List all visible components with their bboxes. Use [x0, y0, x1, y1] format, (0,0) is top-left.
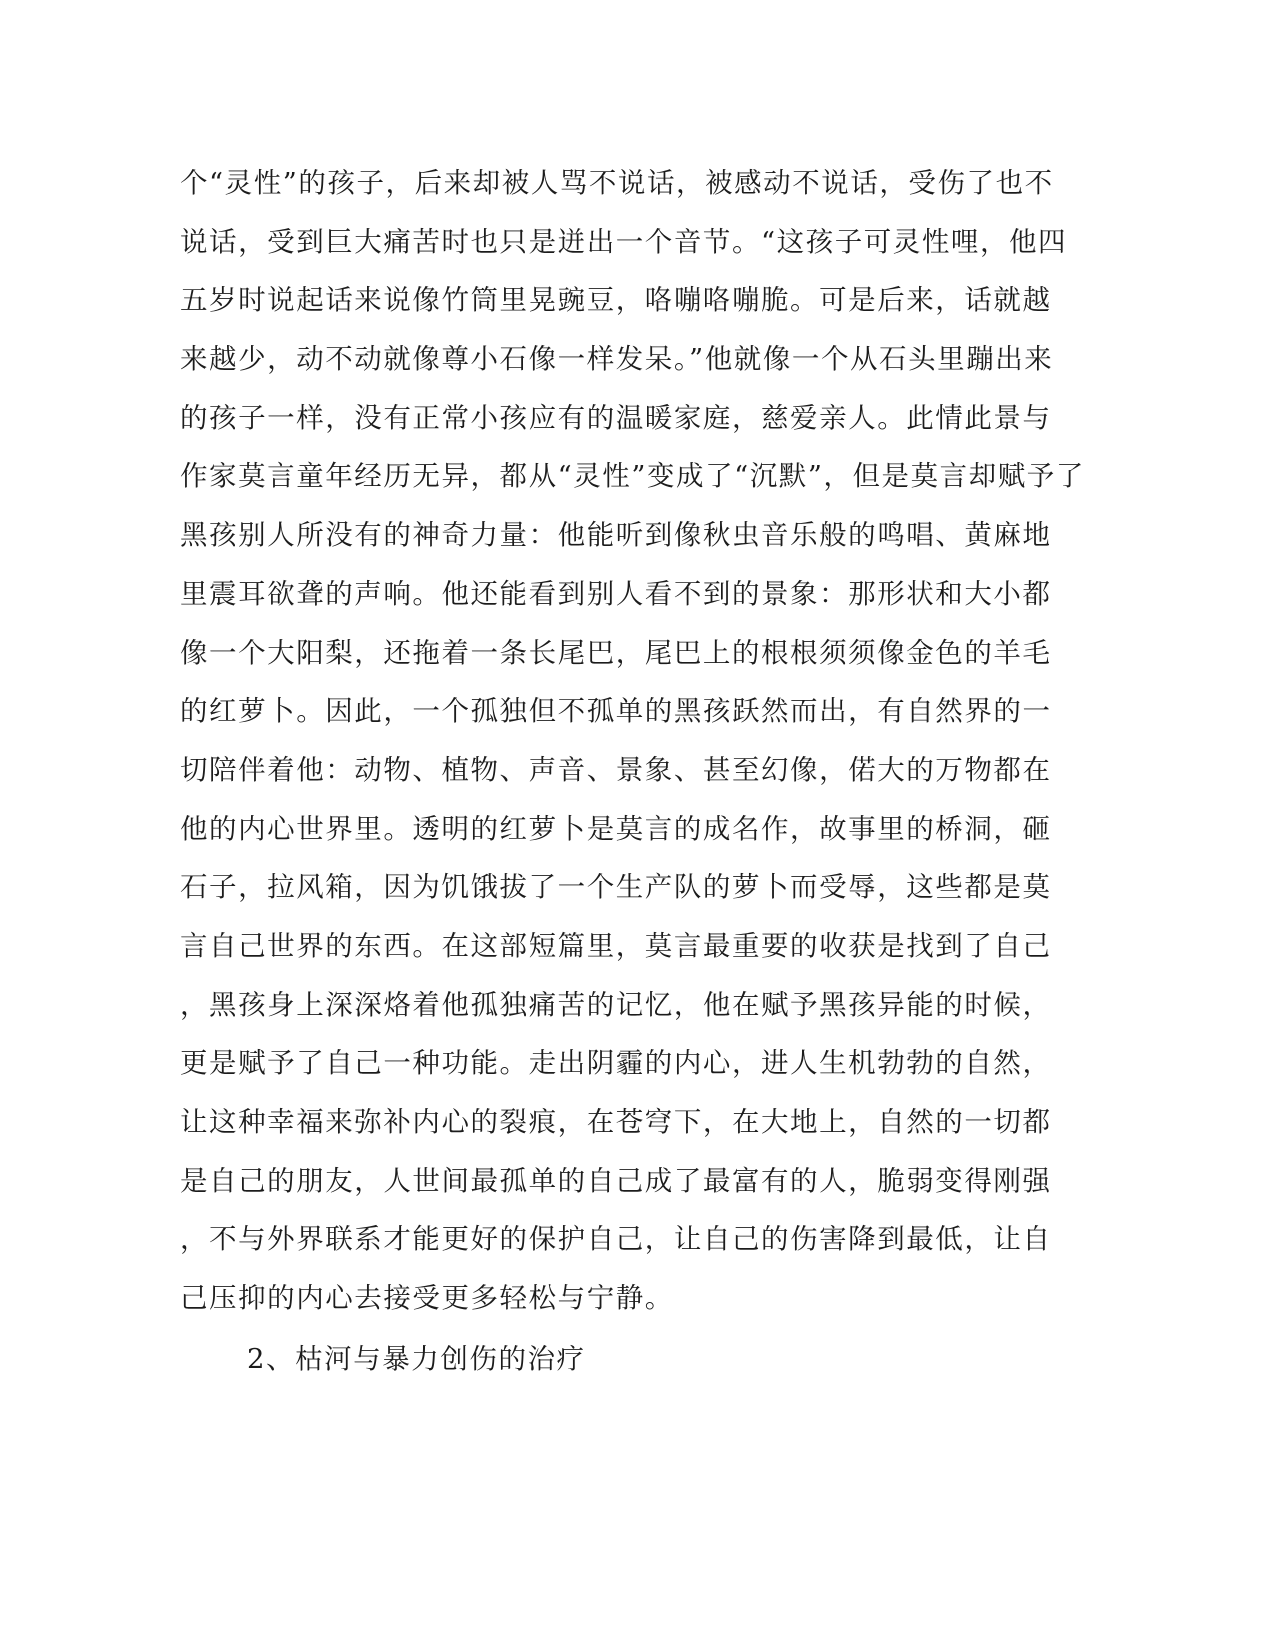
- paragraph-line: 来越少，动不动就像尊小石像一样发呆。”他就像一个从石头里蹦出来: [180, 343, 1054, 376]
- paragraph-line: 五岁时说起话来说像竹筒里晃豌豆，咯嘣咯嘣脆。可是后来，话就越: [180, 284, 1052, 317]
- paragraph-line: 是自己的朋友，人世间最孤单的自己成了最富有的人，脆弱变得刚强: [180, 1164, 1052, 1197]
- paragraph-line: 他的内心世界里。透明的红萝卜是莫言的成名作，故事里的桥洞，砸: [180, 812, 1052, 845]
- paragraph-line: ，不与外界联系才能更好的保护自己，让自己的伤害降到最低，让自: [180, 1223, 1052, 1256]
- body-paragraph: [180, 154, 1085, 1328]
- paragraph-line: 作家莫言童年经历无异，都从“灵性”变成了“沉默”，但是莫言却赋予了: [180, 460, 1085, 493]
- paragraph-line: 己压抑的内心去接受更多轻松与宁静。: [180, 1282, 674, 1315]
- paragraph-line: 让这种幸福来弥补内心的裂痕，在苍穹下，在大地上，自然的一切都: [180, 1106, 1052, 1138]
- paragraph-line: 言自己世界的东西。在这部短篇里，莫言最重要的收获是找到了自己: [180, 929, 1052, 962]
- paragraph-line: 说话，受到巨大痛苦时也只是迸出一个音节。“这孩子可灵性哩，他四: [180, 225, 1068, 258]
- section-heading: 2、枯河与暴力创伤的治疗: [247, 1343, 586, 1375]
- paragraph-line: 更是赋予了自己一种功能。走出阴霾的内心，进人生机勃勃的自然，: [180, 1047, 1052, 1080]
- paragraph-line: 像一个大阳梨，还拖着一条长尾巴，尾巴上的根根须须像金色的羊毛: [180, 636, 1052, 669]
- paragraph-line: 的孩子一样，没有正常小孩应有的温暖家庭，慈爱亲人。此情此景与: [180, 401, 1052, 434]
- paragraph-line: 的红萝卜。因此，一个孤独但不孤单的黑孩跃然而出，有自然界的一: [180, 695, 1052, 728]
- paragraph-line: 石子，拉风箱，因为饥饿拔了一个生产队的萝卜而受辱，这些都是莫: [180, 871, 1052, 904]
- paragraph-line: 里震耳欲聋的声响。他还能看到别人看不到的景象：那形状和大小都: [180, 577, 1052, 610]
- paragraph-line: 切陪伴着他：动物、植物、声音、景象、甚至幻像，偌大的万物都在: [180, 753, 1052, 786]
- paragraph-line: ，黑孩身上深深烙着他孤独痛苦的记忆，他在赋予黑孩异能的时候，: [180, 988, 1052, 1021]
- paragraph-line: 个“灵性”的孩子，后来却被人骂不说话，被感动不说话，受伤了也不: [180, 167, 1054, 199]
- paragraph-line: 黑孩别人所没有的神奇力量：他能听到像秋虫音乐般的鸣唱、黄麻地: [180, 519, 1052, 552]
